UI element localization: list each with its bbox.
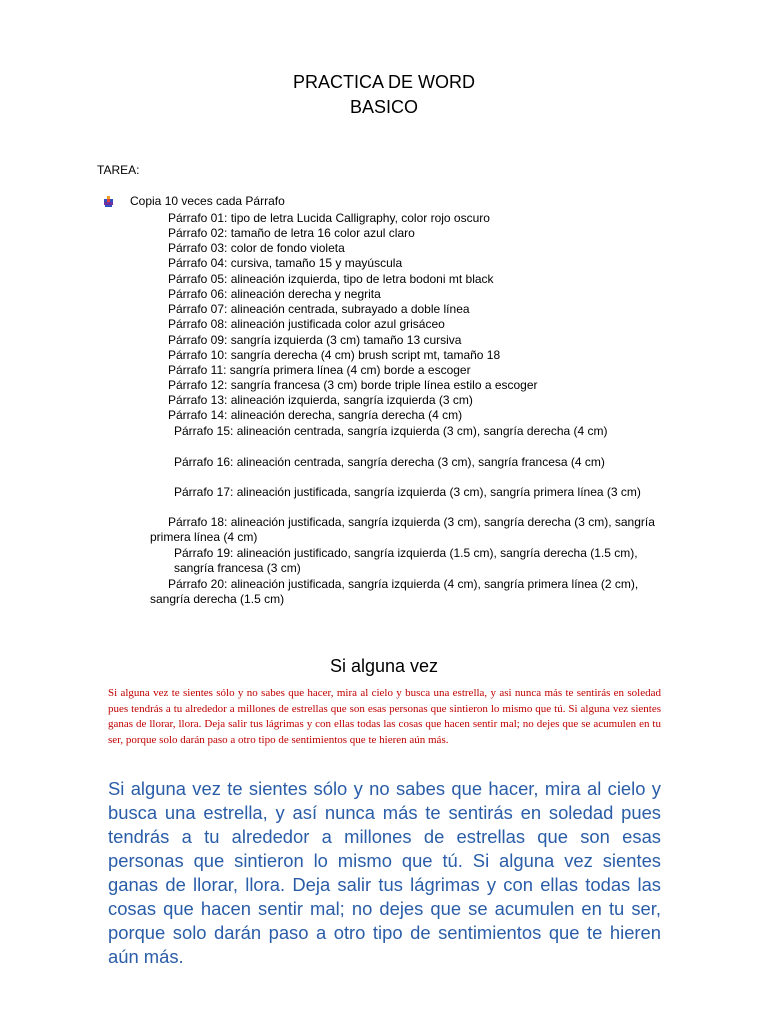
section-heading: Si alguna vez bbox=[329, 656, 439, 676]
list-item-parrafo-02: Párrafo 02: tamaño de letra 16 color azul claro bbox=[168, 226, 415, 240]
list-item-parrafo-19: Párrafo 19: alineación justificado, sangría izquierda (1.5 cm), sangría derecha (1.5 cm), sangría francesa (3 cm) bbox=[174, 546, 638, 576]
list-item-parrafo-05: Párrafo 05: alineación izquierda, tipo de letra bodoni mt black bbox=[168, 272, 494, 286]
list-item-parrafo-18: Párrafo 18: alineación justificada, sangría izquierda (3 cm), sangría derecha (3 cm), sangría primera línea (4 cm) bbox=[150, 515, 655, 545]
red-paragraph: Si alguna vez te sientes sólo y no sabes que hacer, mira al cielo y busca una estrella, y asi nunca más te sentirás en soledad pues tendrás a tu alrededor a millones de estrellas que son esas personas que sintieron lo mismo que tú. Si alguna vez sientes ganas de llorar, llora. Deja salir tus lágrimas y con ellas todas las cosas que hacen sentir mal; no dejes que se acumulen en tu ser, porque solo darán paso a otro tipo de sentimientos que te hieren aún más. bbox=[108, 687, 661, 746]
tarea-label: TAREA: bbox=[97, 163, 140, 177]
document-title-line1: PRACTICA DE WORD bbox=[292, 72, 475, 92]
blue-paragraph: Si alguna vez te sientes sólo y no sabes que hacer, mira al cielo y busca una estrella, y así nunca más te sentirás en soledad pues tendrás a tu alrededor a millones de estrellas que son esas personas que sintieron lo mismo que tú. Si alguna vez sientes ganas de llorar, llora. Deja salir tus lágrimas y con ellas todas las cosas que hacen sentir mal; no dejes que se acumulen en tu ser, porque solo darán paso a otro tipo de sentimientos que te hieren aún más. bbox=[108, 778, 661, 967]
bullet-icon bbox=[103, 196, 115, 208]
list-item-parrafo-03: Párrafo 03: color de fondo violeta bbox=[168, 241, 345, 255]
list-item-parrafo-14: Párrafo 14: alineación derecha, sangría derecha (4 cm) bbox=[168, 408, 463, 422]
list-item-parrafo-10: Párrafo 10: sangría derecha (4 cm) brush script mt, tamaño 18 bbox=[168, 348, 501, 362]
list-item-parrafo-11: Párrafo 11: sangría primera línea (4 cm) borde a escoger bbox=[168, 363, 471, 377]
list-item-parrafo-15: Párrafo 15: alineación centrada, sangría izquierda (3 cm), sangría derecha (4 cm) bbox=[174, 424, 608, 438]
list-item-parrafo-12: Párrafo 12: sangría francesa (3 cm) borde triple línea estilo a escoger bbox=[168, 378, 538, 392]
bullet-instruction: Copia 10 veces cada Párrafo bbox=[130, 194, 285, 208]
document-title-line2: BASICO bbox=[349, 97, 419, 117]
list-item-parrafo-13: Párrafo 13: alineación izquierda, sangría izquierda (3 cm) bbox=[168, 393, 473, 407]
list-item-parrafo-16: Párrafo 16: alineación centrada, sangría derecha (3 cm), sangría francesa (4 cm) bbox=[174, 455, 605, 469]
list-item-parrafo-08: Párrafo 08: alineación justificada color azul grisáceo bbox=[168, 317, 445, 331]
list-item-parrafo-01: Párrafo 01: tipo de letra Lucida Calligraphy, color rojo oscuro bbox=[168, 211, 490, 225]
list-item-parrafo-20: Párrafo 20: alineación justificada, sangría izquierda (4 cm), sangría primera línea (2 cm), sangría derecha (1.5 cm) bbox=[150, 577, 639, 607]
list-item-parrafo-04: Párrafo 04: cursiva, tamaño 15 y mayúscula bbox=[168, 256, 403, 270]
list-item-parrafo-17: Párrafo 17: alineación justificada, sangría izquierda (3 cm), sangría primera línea (3 cm) bbox=[174, 485, 641, 499]
list-item-parrafo-07: Párrafo 07: alineación centrada, subrayado a doble línea bbox=[168, 302, 470, 316]
list-item-parrafo-06: Párrafo 06: alineación derecha y negrita bbox=[168, 287, 381, 301]
list-item-parrafo-09: Párrafo 09: sangría izquierda (3 cm) tamaño 13 cursiva bbox=[168, 333, 462, 347]
